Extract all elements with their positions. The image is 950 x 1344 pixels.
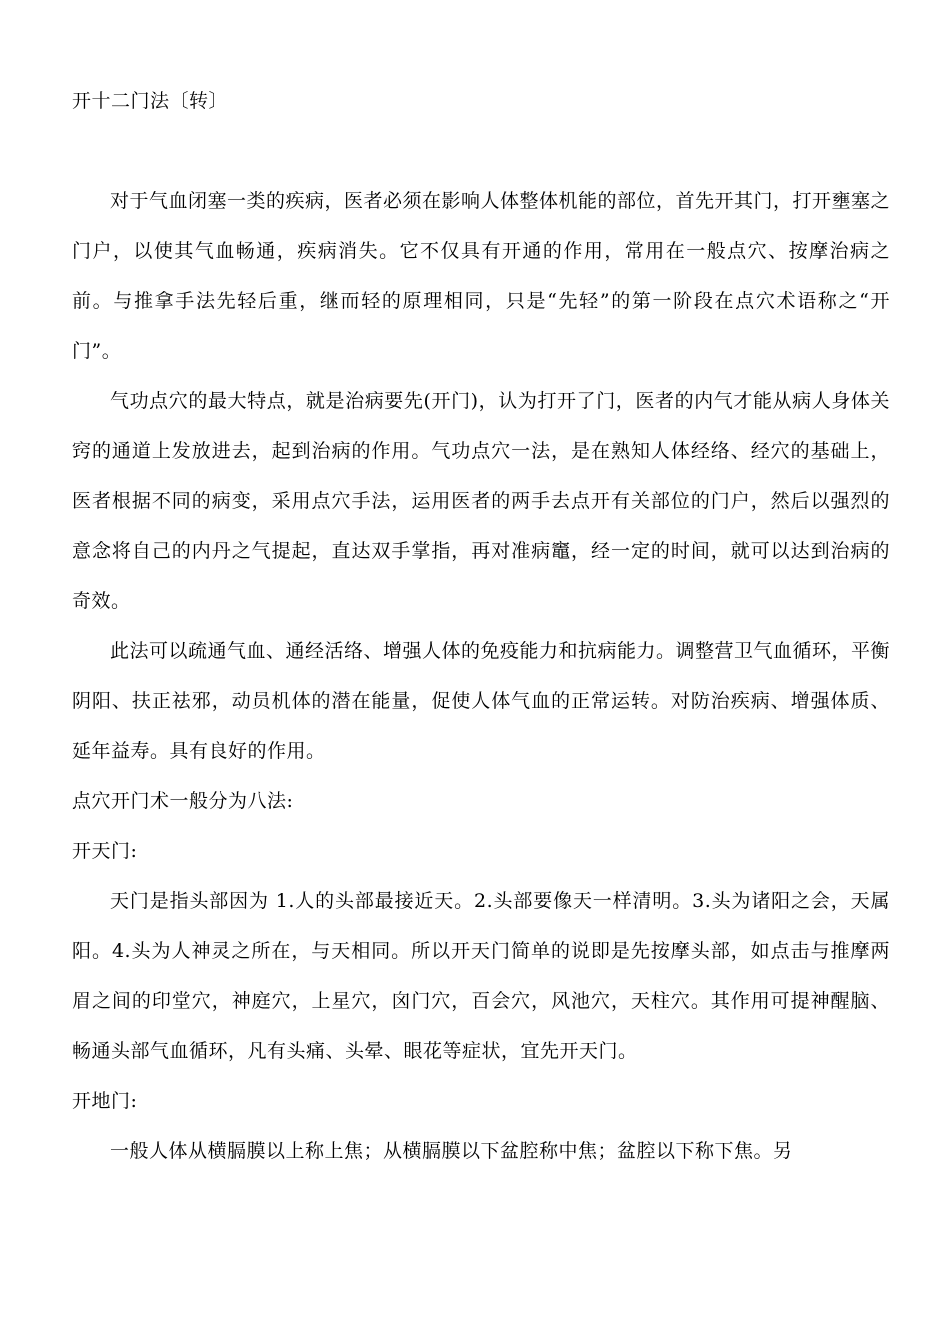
section-body-tianmen: 天门是指头部因为 1.人的头部最接近天。2.头部要像天一样清明。3.头为诸阳之会，天属阳。4.头为人神灵之所在，与天相同。所以开天门简单的说即是先按摩头部，如点击与推摩两眉之间的印堂穴，神庭穴，上星穴，囟门穴，百会穴，风池穴，天柱穴。其作用可提神醒脑、畅通头部气血循环，凡有头痛、头晕、眼花等症状，宜先开天门。 xyxy=(72,890,890,1062)
paragraph-benefits: 此法可以疏通气血、通经活络、增强人体的免疫能力和抗病能力。调整营卫气血循环，平衡阴阳、扶正祛邪，动员机体的潜在能量，促使人体气血的正常运转。对防治疾病、增强体质、延年益寿。具有良好的作用。 xyxy=(72,640,891,762)
document-page xyxy=(72,76,890,1176)
methods-heading: 点穴开门术一般分为八法: xyxy=(72,790,294,812)
paragraph-qigong: 气功点穴的最大特点，就是治病要先(开门)，认为打开了门，医者的内气才能从病人身体关窍的通道上发放进去，起到治病的作用。气功点穴一法，是在熟知人体经络、经穴的基础上，医者根据不同的病变，采用点穴手法，运用医者的两手去点开有关部位的门户，然后以强烈的意念将自己的内丹之气提起，直达双手掌指，再对准病竈，经一定的时间，就可以达到治病的奇效。 xyxy=(72,390,890,612)
section-heading-tianmen: 开天门: xyxy=(72,840,138,862)
section-body-dimen: 一般人体从横膈膜以上称上焦；从横膈膜以下盆腔称中焦；盆腔以下称下焦。另 xyxy=(110,1140,793,1162)
section-heading-dimen: 开地门: xyxy=(72,1090,138,1112)
document-title: 开十二门法〔转〕 xyxy=(72,90,229,112)
paragraph-intro: 对于气血闭塞一类的疾病，医者必须在影响人体整体机能的部位，首先开其门，打开壅塞之门户，以使其气血畅通，疾病消失。它不仅具有开通的作用，常用在一般点穴、按摩治病之前。与推拿手法先轻后重，继而轻的原理相同，只是“先轻”的第一阶段在点穴术语称之“开门”。 xyxy=(72,190,891,362)
